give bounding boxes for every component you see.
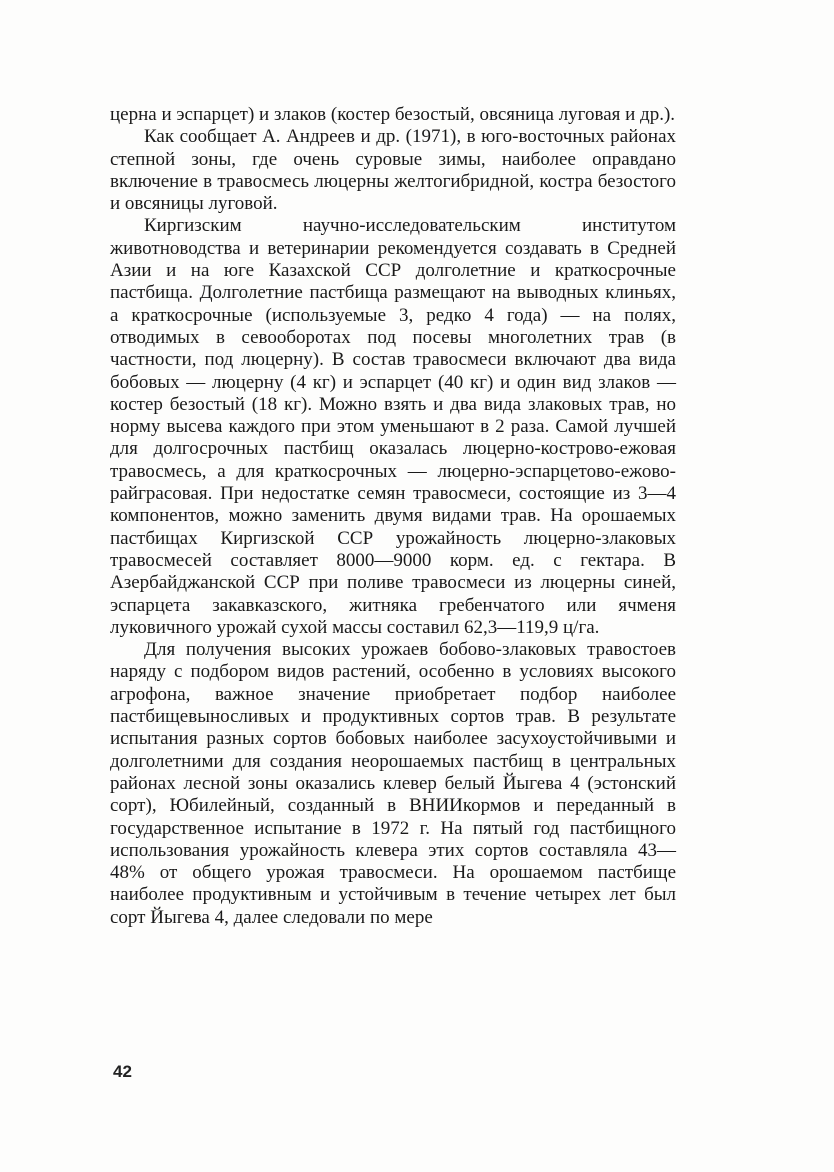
paragraph-kirgiz-institute: Киргизским научно-исследовательским институтом животноводства и ветеринарии рекомендуется создавать в Средней Азии и на юге Казахской ССР долголетние и краткосрочные пастбища. Долголетние пастбища размещают на выводных клиньях, а краткосрочные (используемые 3, редко 4 года) — на полях, отводимых в севооборотах под посевы многолетних трав (в частности, под люцерну). В состав травосмеси включают два вида бобовых — люцерну (4 кг) и эспарцет (40 кг) и один вид злаков — костер безостый (18 кг). Можно взять и два вида злаковых трав, но норму высева каждого при этом уменьшают в 2 раза. Самой лучшей для долгосрочных пастбищ оказалась люцерно-кострово-ежовая травосмесь, а для краткосрочных — люцерно-эспарцетово-ежово-райграсовая. При недостатке семян травосмеси, состоящие из 3—4 компонентов, можно заменить двумя видами трав. На орошаемых пастбищах Киргизской ССР урожайность люцерно-злаковых травосмесей составляет 8000—9000 корм. ед. с гектара. В Азербайджанской ССР при поливе травосмеси из люцерны синей, эспарцета закавказского, житняка гребенчатого или ячменя луковичного урожай сухой массы составил 62,3—119,9 ц/га. [110, 215, 676, 638]
body-text [110, 104, 676, 929]
paragraph-andreev: Как сообщает А. Андреев и др. (1971), в юго-восточных районах степной зоны, где очень суровые зимы, наиболее оправдано включение в травосмесь люцерны желтогибридной, костра безостого и овсяницы луговой. [110, 126, 676, 215]
paragraph-yields: Для получения высоких урожаев бобово-злаковых травостоев наряду с подбором видов растений, особенно в условиях высокого агрофона, важное значение приобретает подбор наиболее пастбищевыносливых и продуктивных сортов трав. В результате испытания разных сортов бобовых наиболее засухоустойчивыми и долголетними для создания неорошаемых пастбищ в центральных районах лесной зоны оказались клевер белый Йыгева 4 (эстонский сорт), Юбилейный, созданный в ВНИИкормов и переданный в государственное испытание в 1972 г. На пятый год пастбищного использования урожайность клевера этих сортов составляла 43—48% от общего урожая травосмеси. На орошаемом пастбище наиболее продуктивным и устойчивым в течение четырех лет был сорт Йыгева 4, далее следовали по мере [110, 639, 676, 928]
page-number: 42 [113, 1062, 132, 1081]
paragraph-continuation: церна и эспарцет) и злаков (костер безостый, овсяница луговая и др.). [110, 104, 676, 125]
